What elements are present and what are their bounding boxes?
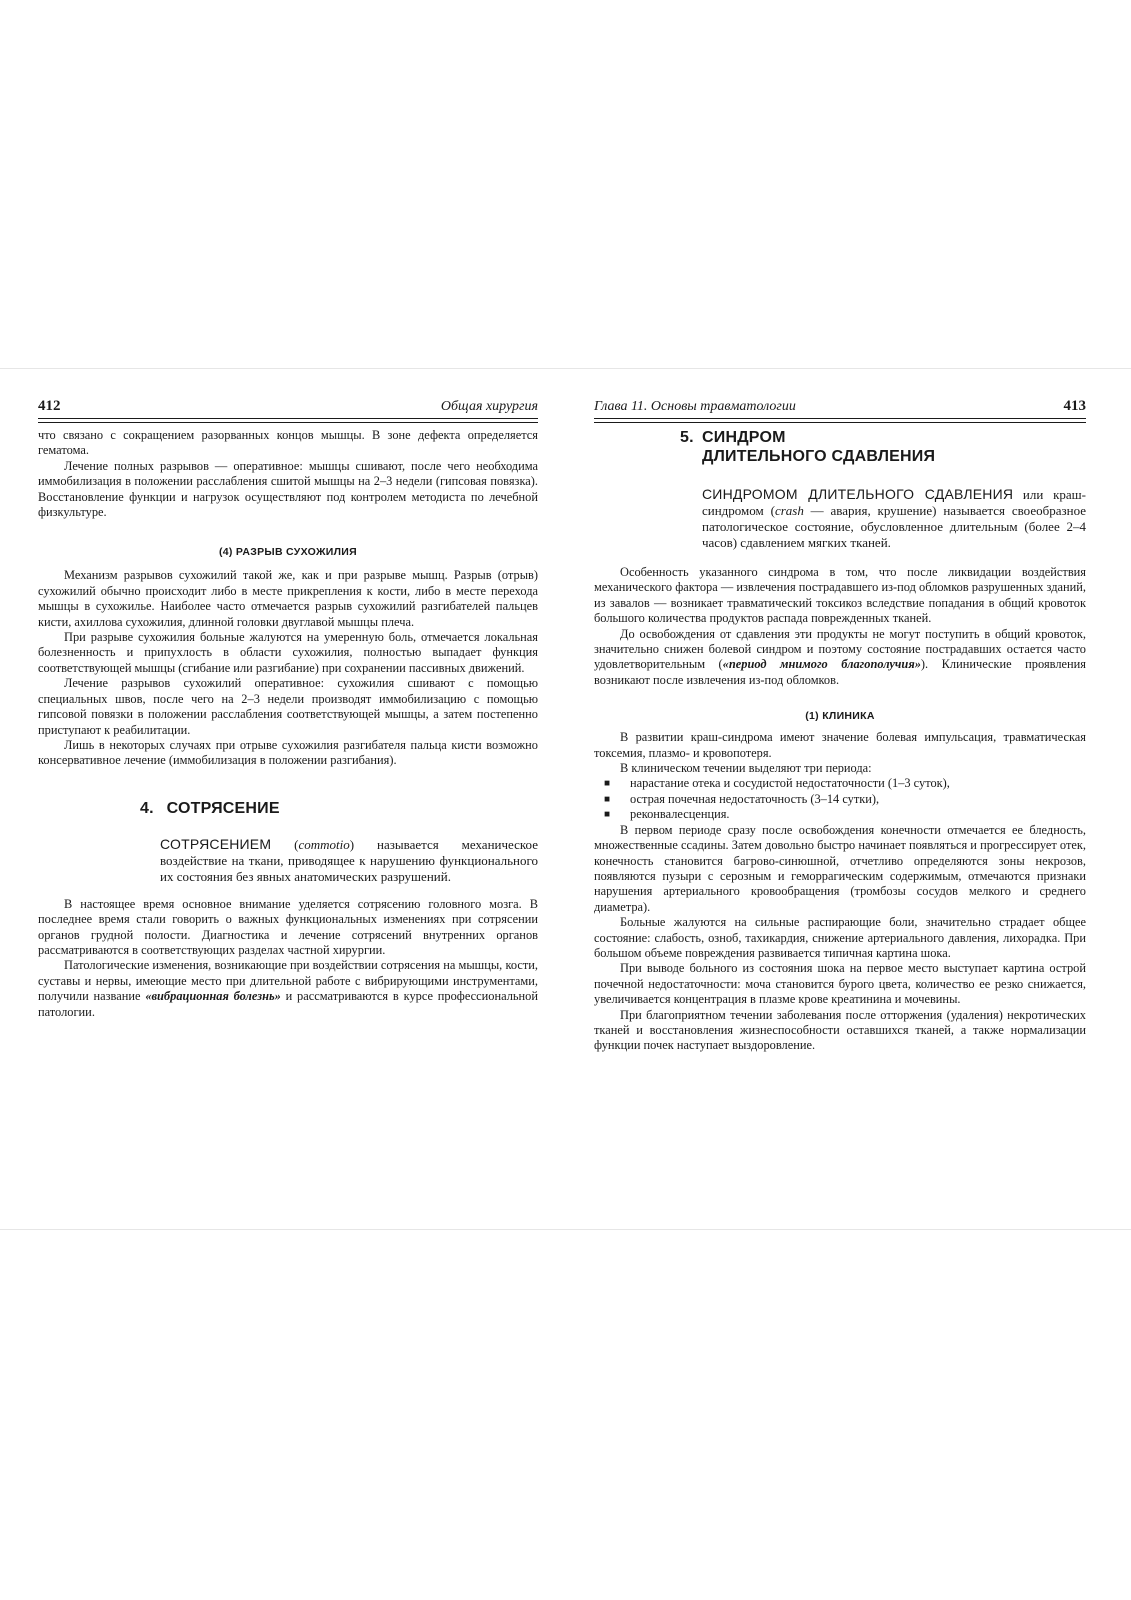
bullet-icon: ■ <box>604 809 611 821</box>
right-section-number: 5. <box>680 429 694 446</box>
right-page-number: 413 <box>1063 398 1086 414</box>
period-list <box>594 776 1086 822</box>
right-paragraph-2-text-a: До освобождения от сдавления эти продукты не могут поступить в общий кровоток, значительно снижен болевой синдром и поэтому состояние пострадавших остается часто удовлетворительным ( <box>594 626 1086 672</box>
left-definition-text: ) называется механическое воздействие на ткани, приводящее к нарушению функционального их состояния без явных анатомических разрушений. <box>160 836 538 884</box>
left-paragraph-2: Лечение полных разрывов — оперативное: мышцы сшивают, после чего необходима иммобилизация в положении расслабления сшитой мышцы на 2–3 недели (гипсовая повязка). Восстановление функции и нагрузок осуществляют под контролем методиста по лечебной физкультуре. <box>38 458 538 520</box>
left-section-number: 4. <box>140 799 154 817</box>
left-definition-open: ( <box>271 836 299 852</box>
right-definition-latin: crash <box>774 503 804 518</box>
left-header-rule <box>38 419 538 423</box>
period-item-text: острая почечная недостаточность (3–14 сутки), <box>630 791 880 806</box>
bullet-icon: ■ <box>604 778 611 790</box>
left-paragraph-8-text-a: Патологические изменения, возникающие при воздействии сотрясения на мышцы, кости, суставы и нервы, имеющие место при длительной работе с вибрирующими инструментами, получили название <box>38 958 538 1004</box>
left-paragraph-6: Лишь в некоторых случаях при отрыве сухожилия разгибателя пальца кисти возможно консервативное лечение (иммобилизация в положении разгибания). <box>38 737 538 768</box>
right-paragraph-6: Больные жалуются на сильные распирающие боли, значительно страдает общее состояние: слабость, озноб, тахикардия, снижение артериального давления, лихорадка. При большом объеме повреждения развивается типичная картина шока. <box>594 915 1086 960</box>
left-paragraph-8-text-b: и рассматриваются в курсе профессиональной патологии. <box>38 989 539 1019</box>
right-page <box>594 398 1086 1054</box>
left-paragraph-8-term: «вибрационная болезнь» <box>145 989 281 1004</box>
right-header-rule <box>594 419 1086 423</box>
left-page <box>38 398 538 1020</box>
right-section-heading <box>680 428 1086 466</box>
left-paragraph-3: Механизм разрывов сухожилий такой же, как и при разрыве мышц. Разрыв (отрыв) сухожилий обычно происходит либо в месте прикрепления к кости, либо в месте перехода мышцы в сухожилье. Наиболее часто отмечается разрыв сухожилий разгибателей пальцев кисти, ахиллова сухожилия, длинной головки двуглавой мышцы плеча. <box>38 568 538 629</box>
left-paragraph-7: В настоящее время основное внимание уделяется сотрясению головного мозга. В последнее время стали говорить о важных функциональных изменениях при сотрясении органов грудной полости. Диагностика и лечение сотрясений внутренних органов рассматриваются в соответствующих разделах частной хирургии. <box>38 896 538 957</box>
right-section-title-line-2: ДЛИТЕЛЬНОГО СДАВЛЕНИЯ <box>702 448 936 465</box>
right-paragraph-3: В развитии краш-синдрома имеют значение болевая импульсация, травматическая токсемия, плазмо- и кровопотеря. <box>594 730 1086 760</box>
bullet-icon: ■ <box>604 793 611 805</box>
right-paragraph-2-text-b: ). Клинические проявления возникают после извлечения из-под обломков. <box>594 657 1086 687</box>
left-running-title: Общая хирургия <box>440 399 538 414</box>
right-paragraph-4: В клиническом течении выделяют три периода: <box>620 761 872 776</box>
right-definition-term: СИНДРОМОМ ДЛИТЕЛЬНОГО СДАВЛЕНИЯ <box>702 486 1014 502</box>
right-running-head <box>594 398 1086 419</box>
left-subheading-tendon-rupture: (4) РАЗРЫВ СУХОЖИЛИЯ <box>218 546 357 559</box>
right-running-title: Глава 11. Основы травматологии <box>594 399 796 414</box>
right-definition <box>702 486 1086 551</box>
right-paragraph-5: В первом периоде сразу после освобождения конечности отмечается ее бледность, множественные ссадины. Затем довольно быстро начинает появляться и прогрессирует отек, конечность становится багрово-синюшной, отчетливо определяются зоны некрозов, появляются пузыри с серозным и геморрагическим содержимым, отмечаются признаки нарушения артериального кровообращения (тромбозы сосудов мелкого и среднего диаметра). <box>594 822 1086 914</box>
left-page-number: 412 <box>38 398 61 414</box>
right-paragraph-2 <box>594 627 1086 689</box>
period-item-text: нарастание отека и сосудистой недостаточности (1–3 суток), <box>630 776 950 791</box>
right-section-title-line-1: СИНДРОМ <box>702 429 786 446</box>
left-paragraph-1: что связано с сокращением разорванных концов мышцы. В зоне дефекта определяется гематома. <box>38 428 538 458</box>
left-paragraph-4: При разрыве сухожилия больные жалуются на умеренную боль, отмечается локальная болезненность и припухлость в области сухожилия, полностью выпадает функция соответствующей мышцы (сгибание или разгибание) при сохранении пассивных движений. <box>38 630 538 675</box>
left-paragraph-5: Лечение разрывов сухожилий оперативное: сухожилия сшивают с помощью специальных швов, после чего на 2–3 недели производят иммобилизацию с помощью гипсовой повязки в положении расслабления соответствующей мышцы, а затем постепенно приступают к реабилитации. <box>38 676 538 737</box>
left-definition-latin: commotio <box>298 836 350 852</box>
period-list-item <box>594 792 1086 807</box>
left-section-title: СОТРЯСЕНИЕ <box>166 799 280 817</box>
left-running-head <box>38 398 538 419</box>
left-definition <box>160 836 538 885</box>
left-definition-term: СОТРЯСЕНИЕМ <box>160 835 272 852</box>
right-paragraph-1: Особенность указанного синдрома в том, что после ликвидации воздействия механического фактора — извлечения пострадавшего из-под обломков разрушенных зданий, из завалов — возникает травматический токсикоз вследствие попадания в общий кровоток большого количества продуктов распада поврежденных тканей. <box>594 565 1086 626</box>
period-list-item <box>594 776 1086 791</box>
right-subheading-clinic: (1) КЛИНИКА <box>805 710 875 723</box>
period-item-text: реконвалесценция. <box>630 807 730 822</box>
left-paragraph-8 <box>38 958 538 1020</box>
right-definition-text-a: или краш-синдромом ( <box>702 487 1086 518</box>
left-section-heading <box>140 799 538 818</box>
right-paragraph-8: При благоприятном течении заболевания после отторжения (удаления) некротических тканей и восстановления жизнеспособности оставшихся тканей, а также нормализации функции почек наступает выздоровление. <box>594 1007 1086 1053</box>
right-definition-text-b: — авария, крушение) называется своеобразное патологическое состояние, обусловленное длительным (более 2–4 часов) сдавлением мягких тканей. <box>702 503 1086 550</box>
period-list-item <box>594 807 1086 822</box>
right-paragraph-7: При выводе больного из состояния шока на первое место выступает картина острой почечной недостаточности: моча становится бурого цвета, количество ее резко снижается, увеличивается концентрация в плазме крове креатинина и мочевины. <box>594 961 1086 1007</box>
right-paragraph-2-term: «период мнимого благополучия» <box>722 657 921 672</box>
